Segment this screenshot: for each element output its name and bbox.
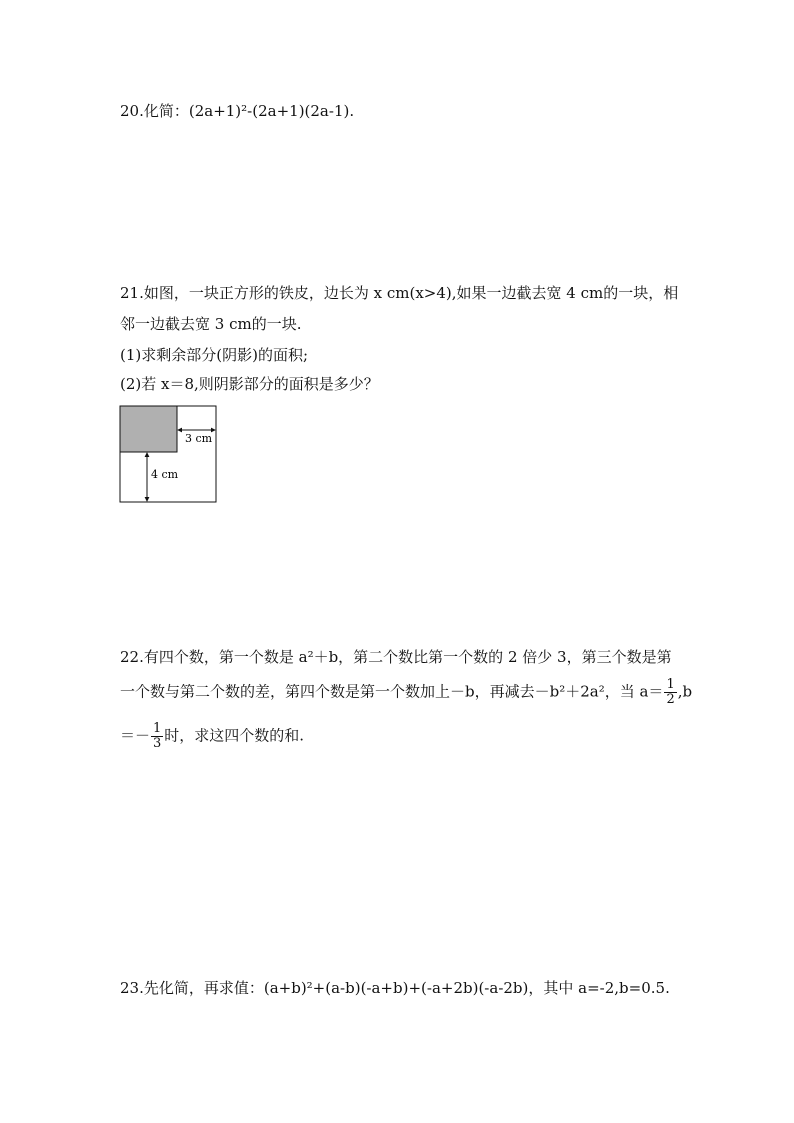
shaded-region [120, 406, 177, 452]
q20-text: 20.化简：(2a+1)²-(2a+1)(2a-1). [120, 102, 355, 120]
q22-line-2 [120, 678, 692, 707]
fraction-b [151, 722, 163, 751]
q22-line-2-text: 一个数与第二个数的差，第四个数是第一个数加上－b，再减去－b²＋2a²，当 a＝ [120, 682, 664, 701]
width-label: 3 cm [185, 432, 213, 445]
fraction-a-denominator: 2 [666, 692, 675, 707]
fraction-a-numerator: 1 [666, 677, 675, 692]
q21-line-2: 邻一边截去宽 3 cm的一块. [120, 315, 302, 333]
q22-line-1: 22.有四个数，第一个数是 a²＋b，第二个数比第一个数的 2 倍少 3，第三个数是第 [120, 648, 672, 666]
q22-line-3 [120, 722, 304, 751]
height-label: 4 cm [151, 468, 179, 481]
q22-line-3-text: 时，求这四个数的和. [164, 726, 305, 745]
fraction-b-denominator: 3 [153, 736, 162, 751]
square-sheet-figure [119, 405, 219, 505]
q21-part-1: (1)求剩余部分(阴影)的面积; [120, 346, 309, 364]
q21-part-2: (2)若 x＝8,则阴影部分的面积是多少？ [120, 375, 379, 393]
fraction-a [664, 678, 676, 707]
q21-line-1: 21.如图，一块正方形的铁皮，边长为 x cm(x>4),如果一边截去宽 4 cm的一块，相 [120, 284, 679, 302]
q22-line-3-start: ＝－ [120, 726, 151, 745]
fraction-b-numerator: 1 [153, 721, 162, 736]
q22-line-2-end: ,b [677, 682, 693, 701]
q23-text: 23.先化简，再求值：(a+b)²+(a-b)(-a+b)+(-a+2b)(-a-2b)，其中 a=-2,b=0.5. [120, 979, 670, 997]
